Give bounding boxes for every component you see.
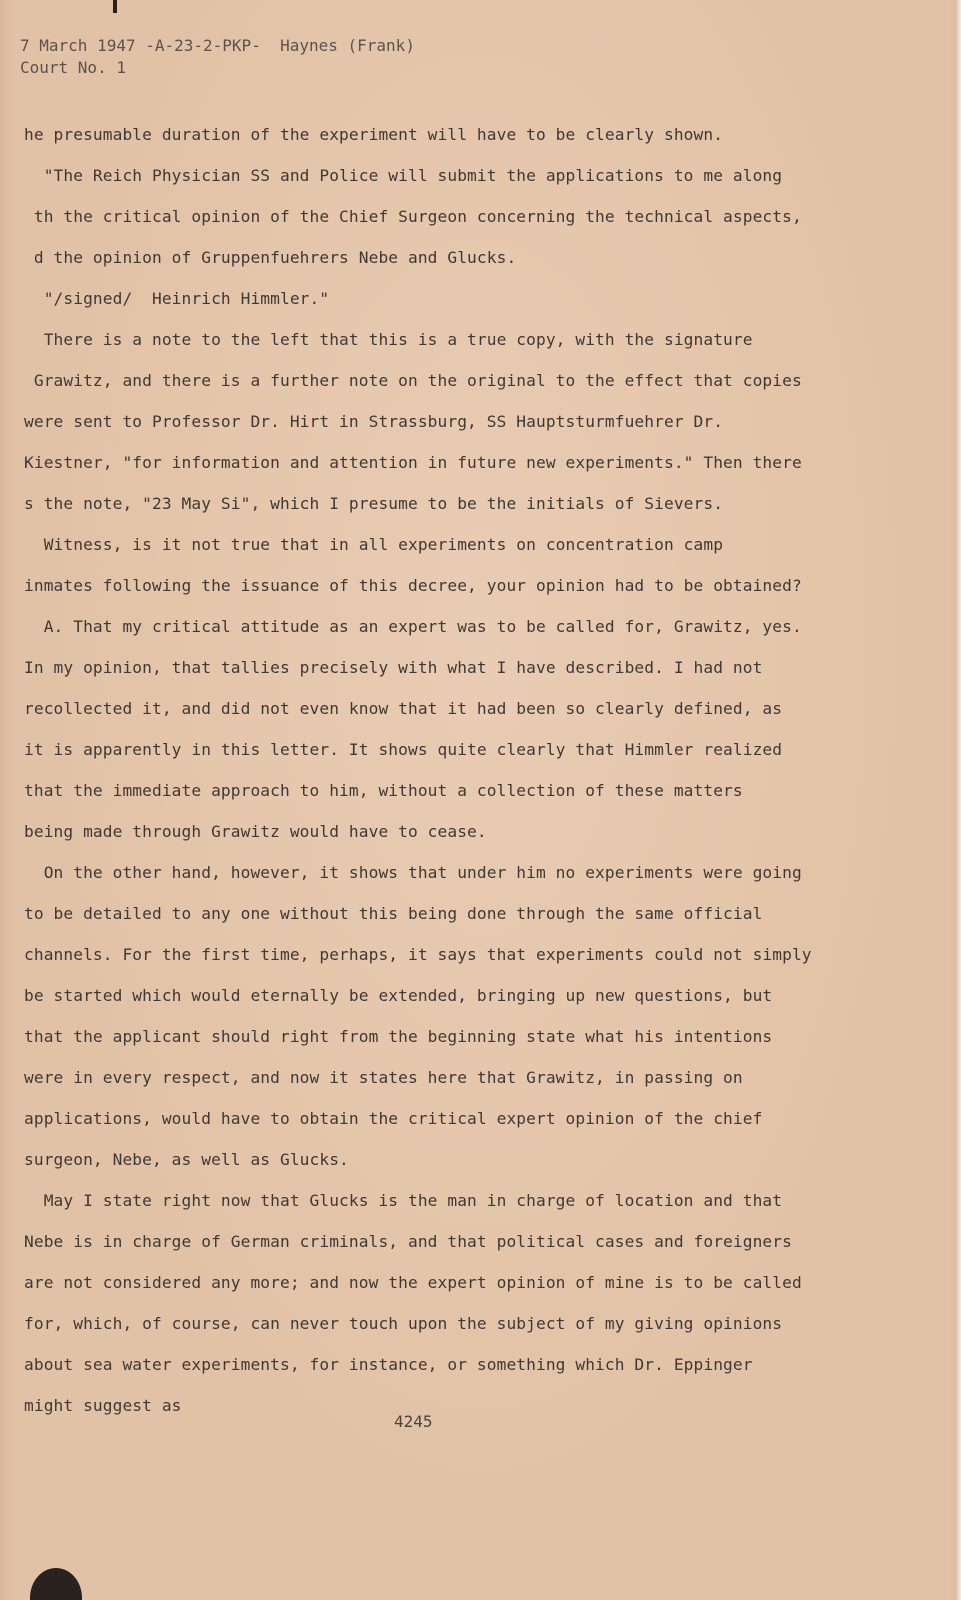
transcript-line: On the other hand, however, it shows that under him no experiments were going: [24, 863, 802, 882]
header-court-line: Court No. 1: [20, 58, 126, 77]
transcript-line: that the applicant should right from the beginning state what his intentions: [24, 1027, 773, 1046]
transcript-line: A. That my critical attitude as an expert was to be called for, Grawitz, yes.: [24, 617, 802, 636]
transcript-line: surgeon, Nebe, as well as Glucks.: [24, 1150, 349, 1169]
transcript-line: be started which would eternally be extended, bringing up new questions, but: [24, 986, 773, 1005]
transcript-line: were sent to Professor Dr. Hirt in Strassburg, SS Hauptsturmfuehrer Dr.: [24, 412, 724, 431]
transcript-line: inmates following the issuance of this decree, your opinion had to be obtained?: [24, 576, 802, 595]
transcript-line: s the note, "23 May Si", which I presume to be the initials of Sievers.: [24, 494, 724, 513]
transcript-line: were in every respect, and now it states here that Grawitz, in passing on: [24, 1068, 743, 1087]
transcript-line: being made through Grawitz would have to cease.: [24, 822, 487, 841]
page-number: 4245: [394, 1412, 433, 1431]
transcript-line: In my opinion, that tallies precisely with what I have described. I had not: [24, 658, 763, 677]
transcript-line: applications, would have to obtain the critical expert opinion of the chief: [24, 1109, 763, 1128]
document-header: [20, 35, 415, 79]
transcript-line: for, which, of course, can never touch upon the subject of my giving opinions: [24, 1314, 783, 1333]
transcript-line: recollected it, and did not even know that it had been so clearly defined, as: [24, 699, 783, 718]
transcript-line: about sea water experiments, for instance, or something which Dr. Eppinger: [24, 1355, 753, 1374]
page-notch-mark: [113, 0, 117, 13]
transcript-line: that the immediate approach to him, without a collection of these matters: [24, 781, 743, 800]
transcript-line: Witness, is it not true that in all experiments on concentration camp: [24, 535, 724, 554]
transcript-line: channels. For the first time, perhaps, it says that experiments could not simply: [24, 945, 812, 964]
corner-shadow: [30, 1568, 82, 1600]
transcript-line: might suggest as: [24, 1396, 182, 1415]
page-right-edge: [955, 0, 961, 1600]
transcript-line: Kiestner, "for information and attention in future new experiments." Then there: [24, 453, 802, 472]
transcript-line: "The Reich Physician SS and Police will submit the applications to me along: [24, 166, 783, 185]
transcript-line: Grawitz, and there is a further note on the original to the effect that copies: [24, 371, 802, 390]
transcript-line: "/signed/ Heinrich Himmler.": [24, 289, 330, 308]
transcript-line: d the opinion of Gruppenfuehrers Nebe and Glucks.: [24, 248, 517, 267]
transcript-line: th the critical opinion of the Chief Surgeon concerning the technical aspects,: [24, 207, 802, 226]
transcript-body: [24, 114, 854, 1426]
header-date-line: 7 March 1947 -A-23-2-PKP- Haynes (Frank): [20, 36, 415, 55]
transcript-line: Nebe is in charge of German criminals, and that political cases and foreigners: [24, 1232, 792, 1251]
transcript-line: to be detailed to any one without this being done through the same official: [24, 904, 763, 923]
transcript-line: May I state right now that Glucks is the man in charge of location and that: [24, 1191, 783, 1210]
transcript-line: he presumable duration of the experiment will have to be clearly shown.: [24, 125, 724, 144]
transcript-line: it is apparently in this letter. It shows quite clearly that Himmler realized: [24, 740, 783, 759]
transcript-line: are not considered any more; and now the expert opinion of mine is to be called: [24, 1273, 802, 1292]
transcript-line: There is a note to the left that this is a true copy, with the signature: [24, 330, 753, 349]
